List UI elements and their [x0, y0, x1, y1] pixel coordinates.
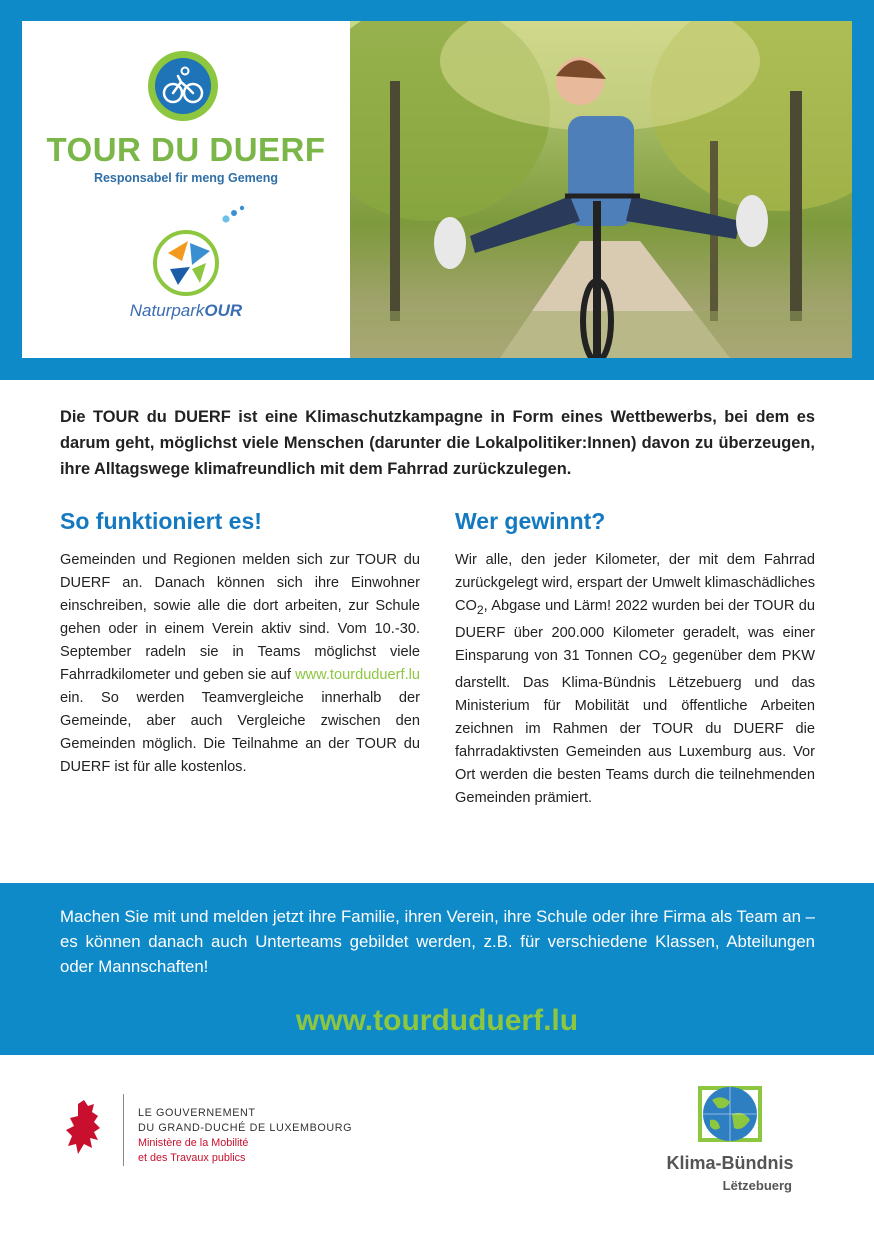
website-link-inline[interactable]: www.tourduduerf.lu: [295, 667, 420, 683]
naturpark-logo-icon: [146, 203, 256, 303]
tdd-title: TOUR DU DUERF: [46, 131, 326, 168]
logo-panel: [22, 21, 350, 358]
who-wins-heading: Wer gewinnt?: [455, 508, 606, 534]
cta-website-link[interactable]: www.tourduduerf.lu: [295, 1004, 579, 1037]
who-wins-text: Wir alle, den jeder Kilometer, der mit dem Fahrrad zurückgelegt wird, erspart der Umwelt klimaschädliches $CO_2$, Abgase und Lärm! 2022 wurden bei der TOUR du DUERF über 200.000 Kilometer geradelt, was einer Einsparung von 31 Tonnen $CO_2$ gegenüber dem PKW darstellt. Das Klima-Bündnis Lëtzebuerg und das Ministerium für Mobilität und öffentliche Arbeiten zeichnen im Rahmen der TOUR du DUERF die fahrradaktivsten Gemeinden aus Luxemburg aus. Vor Ort werden die besten Teams durch die teilnehmenden Gemeinden prämiert.: [455, 552, 815, 806]
government-logo-text: LE GOUVERNEMENT DU GRAND-DUCHÉ DE LUXEMBOURG Ministère de la Mobilité et des Travaux publics: [138, 1107, 353, 1164]
call-to-action-band: [0, 883, 874, 1055]
naturpark-wordmark: NaturparkOUR: [129, 301, 243, 320]
header-band: [0, 0, 874, 380]
tdd-subtitle: Responsabel fir meng Gemeng: [93, 171, 279, 185]
klima-buendnis-title: Klima-Bündnis: [666, 1153, 794, 1173]
who-wins-section: [455, 508, 815, 810]
how-it-works-heading: So funktioniert es!: [60, 508, 262, 534]
tour-du-duerf-logo: [148, 51, 218, 121]
gov-divider: [123, 1094, 124, 1166]
how-it-works-text: Gemeinden und Regionen melden sich zur TOUR du DUERF an. Danach können sich ihre Einwohner einschreiben, sowie alle die dort arbeiten, zur Schule gehen oder in einem Verein aktiv sind. Vom 10.-30. September radeln sie in Teams möglichst viele Fahrradkilometer und geben sie auf www.tourduduerf.lu ein. So werden Teamvergleiche innerhalb der Gemeinde, aber auch Vergleiche zwischen den Gemeinden möglich. Die Teilnahme an der TOUR du DUERF ist für alle kostenlos.: [60, 552, 420, 775]
klima-buendnis-subtitle: Lëtzebuerg: [722, 1178, 792, 1193]
how-it-works-section: [60, 508, 420, 779]
cyclist-photo: [350, 21, 852, 358]
luxembourg-lion-icon: [64, 1098, 110, 1158]
photo-illustration: [350, 21, 852, 358]
klima-buendnis-globe-icon: [690, 1080, 770, 1150]
cyclist-icon: [155, 58, 211, 114]
intro-paragraph: Die TOUR du DUERF ist eine Klimaschutzkampagne in Form eines Wettbewerbs, bei dem es darum geht, möglichst viele Menschen (darunter die Lokalpolitiker:Innen) davon zu überzeugen, ihre Alltagswege klimafreundlich mit dem Fahrrad zurückzulegen.: [60, 408, 815, 478]
cta-text: Machen Sie mit und melden jetzt ihre Familie, ihren Verein, ihre Schule oder ihre Firma als Team an – es können danach auch Unterteams gebildet werden, z.B. für verschiedene Klassen, Abteilungen oder Mannschaften!: [60, 907, 815, 976]
